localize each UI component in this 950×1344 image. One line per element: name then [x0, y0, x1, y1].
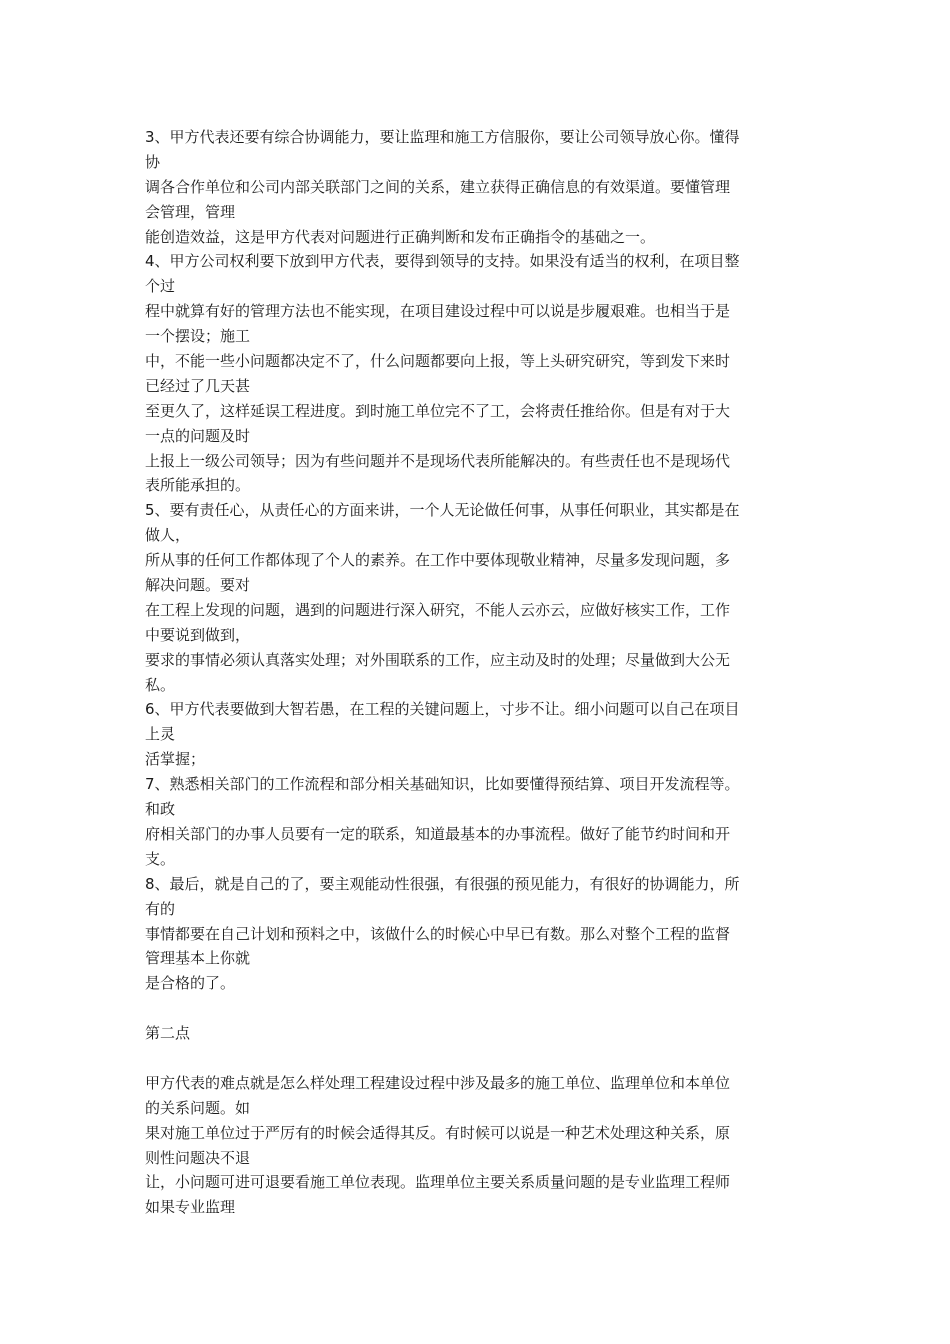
text-line: 协 [145, 152, 161, 171]
text-line: 3、甲方代表还要有综合协调能力，要让监理和施工方信服你，要让公司领导放心你。懂得 [145, 128, 740, 146]
text-line: 要求的事情必须认真落实处理；对外围联系的工作，应主动及时的处理；尽量做到大公无 [145, 650, 731, 669]
requirements-list [145, 125, 810, 996]
text-line: 8、最后，就是自己的了，要主观能动性很强，有很强的预见能力，有很好的协调能力，所 [145, 874, 740, 893]
text-line: 会管理，管理 [145, 202, 236, 221]
text-line: 在工程上发现的问题，遇到的问题进行深入研究，不能人云亦云，应做好核实工作，工作 [145, 600, 731, 619]
text-line: 6、甲方代表要做到大智若愚，在工程的关键问题上，寸步不让。细小问题可以自己在项目 [145, 700, 740, 719]
text-line: 活掌握； [145, 750, 206, 769]
text-line: 中，不能一些小问题都决定不了，什么问题都要向上报，等上头研究研究，等到发下来时 [145, 352, 731, 371]
text-line: 程中就算有好的管理方法也不能实现，在项目建设过程中可以说是步履艰难。也相当于是 [145, 302, 731, 321]
text-line: 表所能承担的。 [145, 476, 251, 495]
text-line: 个过 [145, 277, 176, 296]
text-line: 上报上一级公司领导；因为有些问题并不是现场代表所能解决的。有些责任也不是现场代 [145, 451, 731, 470]
text-line: 做人， [145, 526, 191, 545]
section-heading: 第二点 [145, 1024, 191, 1043]
text-line: 和政 [145, 800, 176, 819]
text-line: 所从事的任何工作都体现了个人的素养。在工作中要体现敬业精神，尽量多发现问题，多 [145, 551, 731, 570]
text-line: 则性问题决不退 [145, 1148, 251, 1167]
paragraph-spacer [145, 1046, 810, 1071]
text-line: 支。 [145, 849, 176, 868]
text-line: 让，小问题可进可退要看施工单位表现。监理单位主要关系质量问题的是专业监理工程师 [145, 1173, 731, 1192]
text-line: 4、甲方公司权利要下放到甲方代表，要得到领导的支持。如果没有适当的权利，在项目整 [145, 252, 740, 271]
text-line: 如果专业监理 [145, 1198, 236, 1217]
text-line: 7、熟悉相关部门的工作流程和部分相关基础知识，比如要懂得预结算、项目开发流程等。 [145, 775, 740, 794]
text-line: 的关系问题。如 [145, 1098, 251, 1117]
text-line: 有的 [145, 899, 176, 918]
difficulty-paragraph [145, 1071, 810, 1220]
text-line: 府相关部门的办事人员要有一定的联系，知道最基本的办事流程。做好了能节约时间和开 [145, 824, 731, 843]
text-line: 已经过了几天甚 [145, 376, 251, 395]
paragraph-spacer [145, 996, 810, 1021]
text-line: 解决问题。要对 [145, 576, 251, 595]
text-line: 果对施工单位过于严厉有的时候会适得其反。有时候可以说是一种艺术处理这种关系，原 [145, 1123, 731, 1142]
text-line: 管理基本上你就 [145, 949, 251, 968]
text-line: 上灵 [145, 725, 176, 744]
text-line: 至更久了，这样延误工程进度。到时施工单位完不了工，会将责任推给你。但是有对于大 [145, 401, 731, 420]
text-line: 一个摆设；施工 [145, 327, 251, 346]
text-line: 能创造效益，这是甲方代表对问题进行正确判断和发布正确指令的基础之一。 [145, 227, 656, 246]
text-line: 私。 [145, 675, 176, 694]
text-line: 事情都要在自己计划和预料之中，该做什么的时候心中早已有数。那么对整个工程的监督 [145, 924, 731, 943]
text-line: 5、要有责任心，从责任心的方面来讲，一个人无论做任何事，从事任何职业，其实都是在 [145, 501, 740, 520]
text-line: 是合格的了。 [145, 974, 236, 993]
text-line: 中要说到做到， [145, 625, 251, 644]
text-line: 甲方代表的难点就是怎么样处理工程建设过程中涉及最多的施工单位、监理单位和本单位 [145, 1073, 731, 1092]
document-body [145, 125, 810, 1220]
text-line: 一点的问题及时 [145, 426, 251, 445]
text-line: 调各合作单位和公司内部关联部门之间的关系，建立获得正确信息的有效渠道。要懂管理 [145, 177, 731, 196]
